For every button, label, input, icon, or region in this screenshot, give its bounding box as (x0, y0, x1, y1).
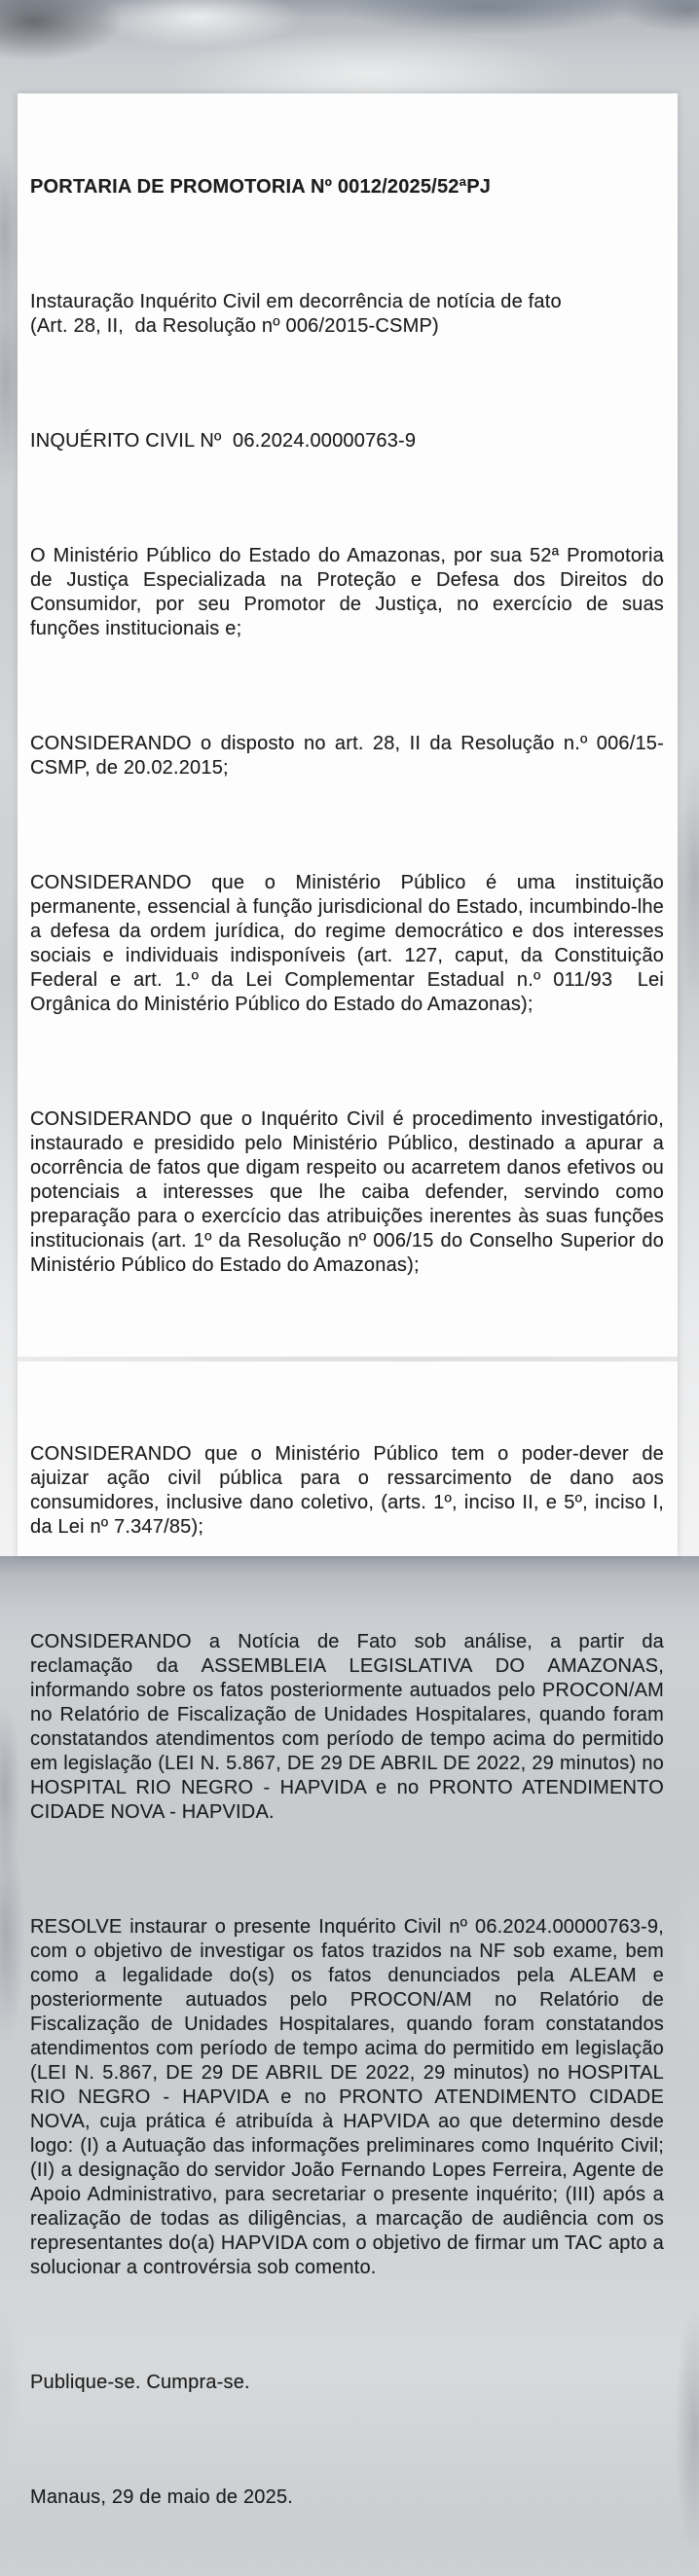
paragraph-resolve: RESOLVE instaurar o presente Inquérito Civil nº 06.2024.00000763-9, com o objetivo de investigar os fatos trazidos na NF sob exame, bem como a legalidade do(s) os fatos denunciados pela ALEAM e posteriormente autuados pelo PROCON/AM no Relatório de Fiscalização de Unidades Hospitalares, quando foram constatandos atendimentos com período de tempo acima do permitido em legislação (LEI N. 5.867, DE 29 DE ABRIL DE 2022, 29 minutos) no HOSPITAL RIO NEGRO - HAPVIDA e no PRONTO ATENDIMENTO CIDADE NOVA, cuja prática é atribuída à HAPVIDA ao que determino desde logo: (I) a Autuação das informações preliminares como Inquérito Civil; (II) a designação do servidor João Fernando Lopes Ferreira, Agente de Apoio Administrativo, para secretariar o presente inquérito; (III) após a realização de todas as diligências, a marcação de audiência com os representantes do(a) HAPVIDA com o objetivo de firmar um TAC apto a solucionar a controvérsia sob comento. (30, 1916, 670, 2278)
paragraph-considerando-5: CONSIDERANDO a Notícia de Fato sob análise, a partir da reclamação da ASSEMBLEIA LEGISLATIVA DO AMAZONAS, informando sobre os fatos posteriormente autuados pelo PROCON/AM no Relatório de Fiscalização de Unidades Hospitalares, quando foram constatandos atendimentos com período de tempo acima do permitido em legislação (LEI N. 5.867, DE 29 DE ABRIL DE 2022, 29 minutos) no HOSPITAL RIO NEGRO - HAPVIDA e no PRONTO ATENDIMENTO CIDADE NOVA - HAPVIDA. (30, 1631, 670, 1823)
subject-line-2: (Art. 28, II, da Resolução nº 006/2015-CSMP) (30, 315, 439, 337)
paragraph-considerando-1: CONSIDERANDO o disposto no art. 28, II da Resolução n.º 006/15-CSMP, de 20.02.2015; (30, 733, 664, 779)
paragraph-considerando-3: CONSIDERANDO que o Inquérito Civil é procedimento investigatório, instaurado e presidido pelo Ministério Público, destinado a apurar a ocorrência de fatos que digam respeito ou acarretem danos efetivos ou potenciais a interesses que lhe caiba defender, servindo como preparação para o exercício das atribuições inerentes às suas funções institucionais (art. 1º da Resolução nº 006/15 do Conselho Superior do Ministério Público do Estado do Amazonas); (30, 1108, 670, 1276)
document-title: PORTARIA DE PROMOTORIA Nº 0012/2025/52ªPJ (30, 176, 492, 198)
closing-order: Publique-se. Cumpra-se. (30, 2372, 250, 2393)
paragraph-considerando-2: CONSIDERANDO que o Ministério Público é uma instituição permanente, essencial à função jurisdicional do Estado, incumbindo-lhe a defesa da ordem jurídica, do regime democrático e dos interesses sociais e individuais indisponíveis (art. 127, caput, da Constituição Federal e art. 1.º da Lei Complementar Estadual n.º 011/93 Lei Orgânica do Ministério Público do Estado do Amazonas); (30, 872, 670, 1015)
scan-stitch-seam (18, 1357, 678, 1361)
date-line: Manaus, 29 de maio de 2025. (30, 2486, 294, 2508)
blurred-background-top (0, 0, 699, 93)
document-subject (30, 290, 664, 339)
paragraph-preamble: O Ministério Público do Estado do Amazonas, por sua 52ª Promotoria de Justiça Especializada na Proteção e Defesa dos Direitos do Consumidor, por seu Promotor de Justiça, no exercício de suas funções institucionais e; (30, 545, 670, 639)
paragraph-considerando-4: CONSIDERANDO que o Ministério Público tem o poder-dever de ajuizar ação civil pública para o ressarcimento de dano aos consumidores, inclusive dano coletivo, (arts. 1º, inciso II, e 5º, inciso I, da Lei nº 7.347/85); (30, 1443, 670, 1538)
subject-line-1: Instauração Inquérito Civil em decorrência de notícia de fato (30, 291, 562, 312)
case-number-line: INQUÉRITO CIVIL Nº 06.2024.00000763-9 (30, 430, 417, 452)
document-page (18, 93, 678, 2508)
